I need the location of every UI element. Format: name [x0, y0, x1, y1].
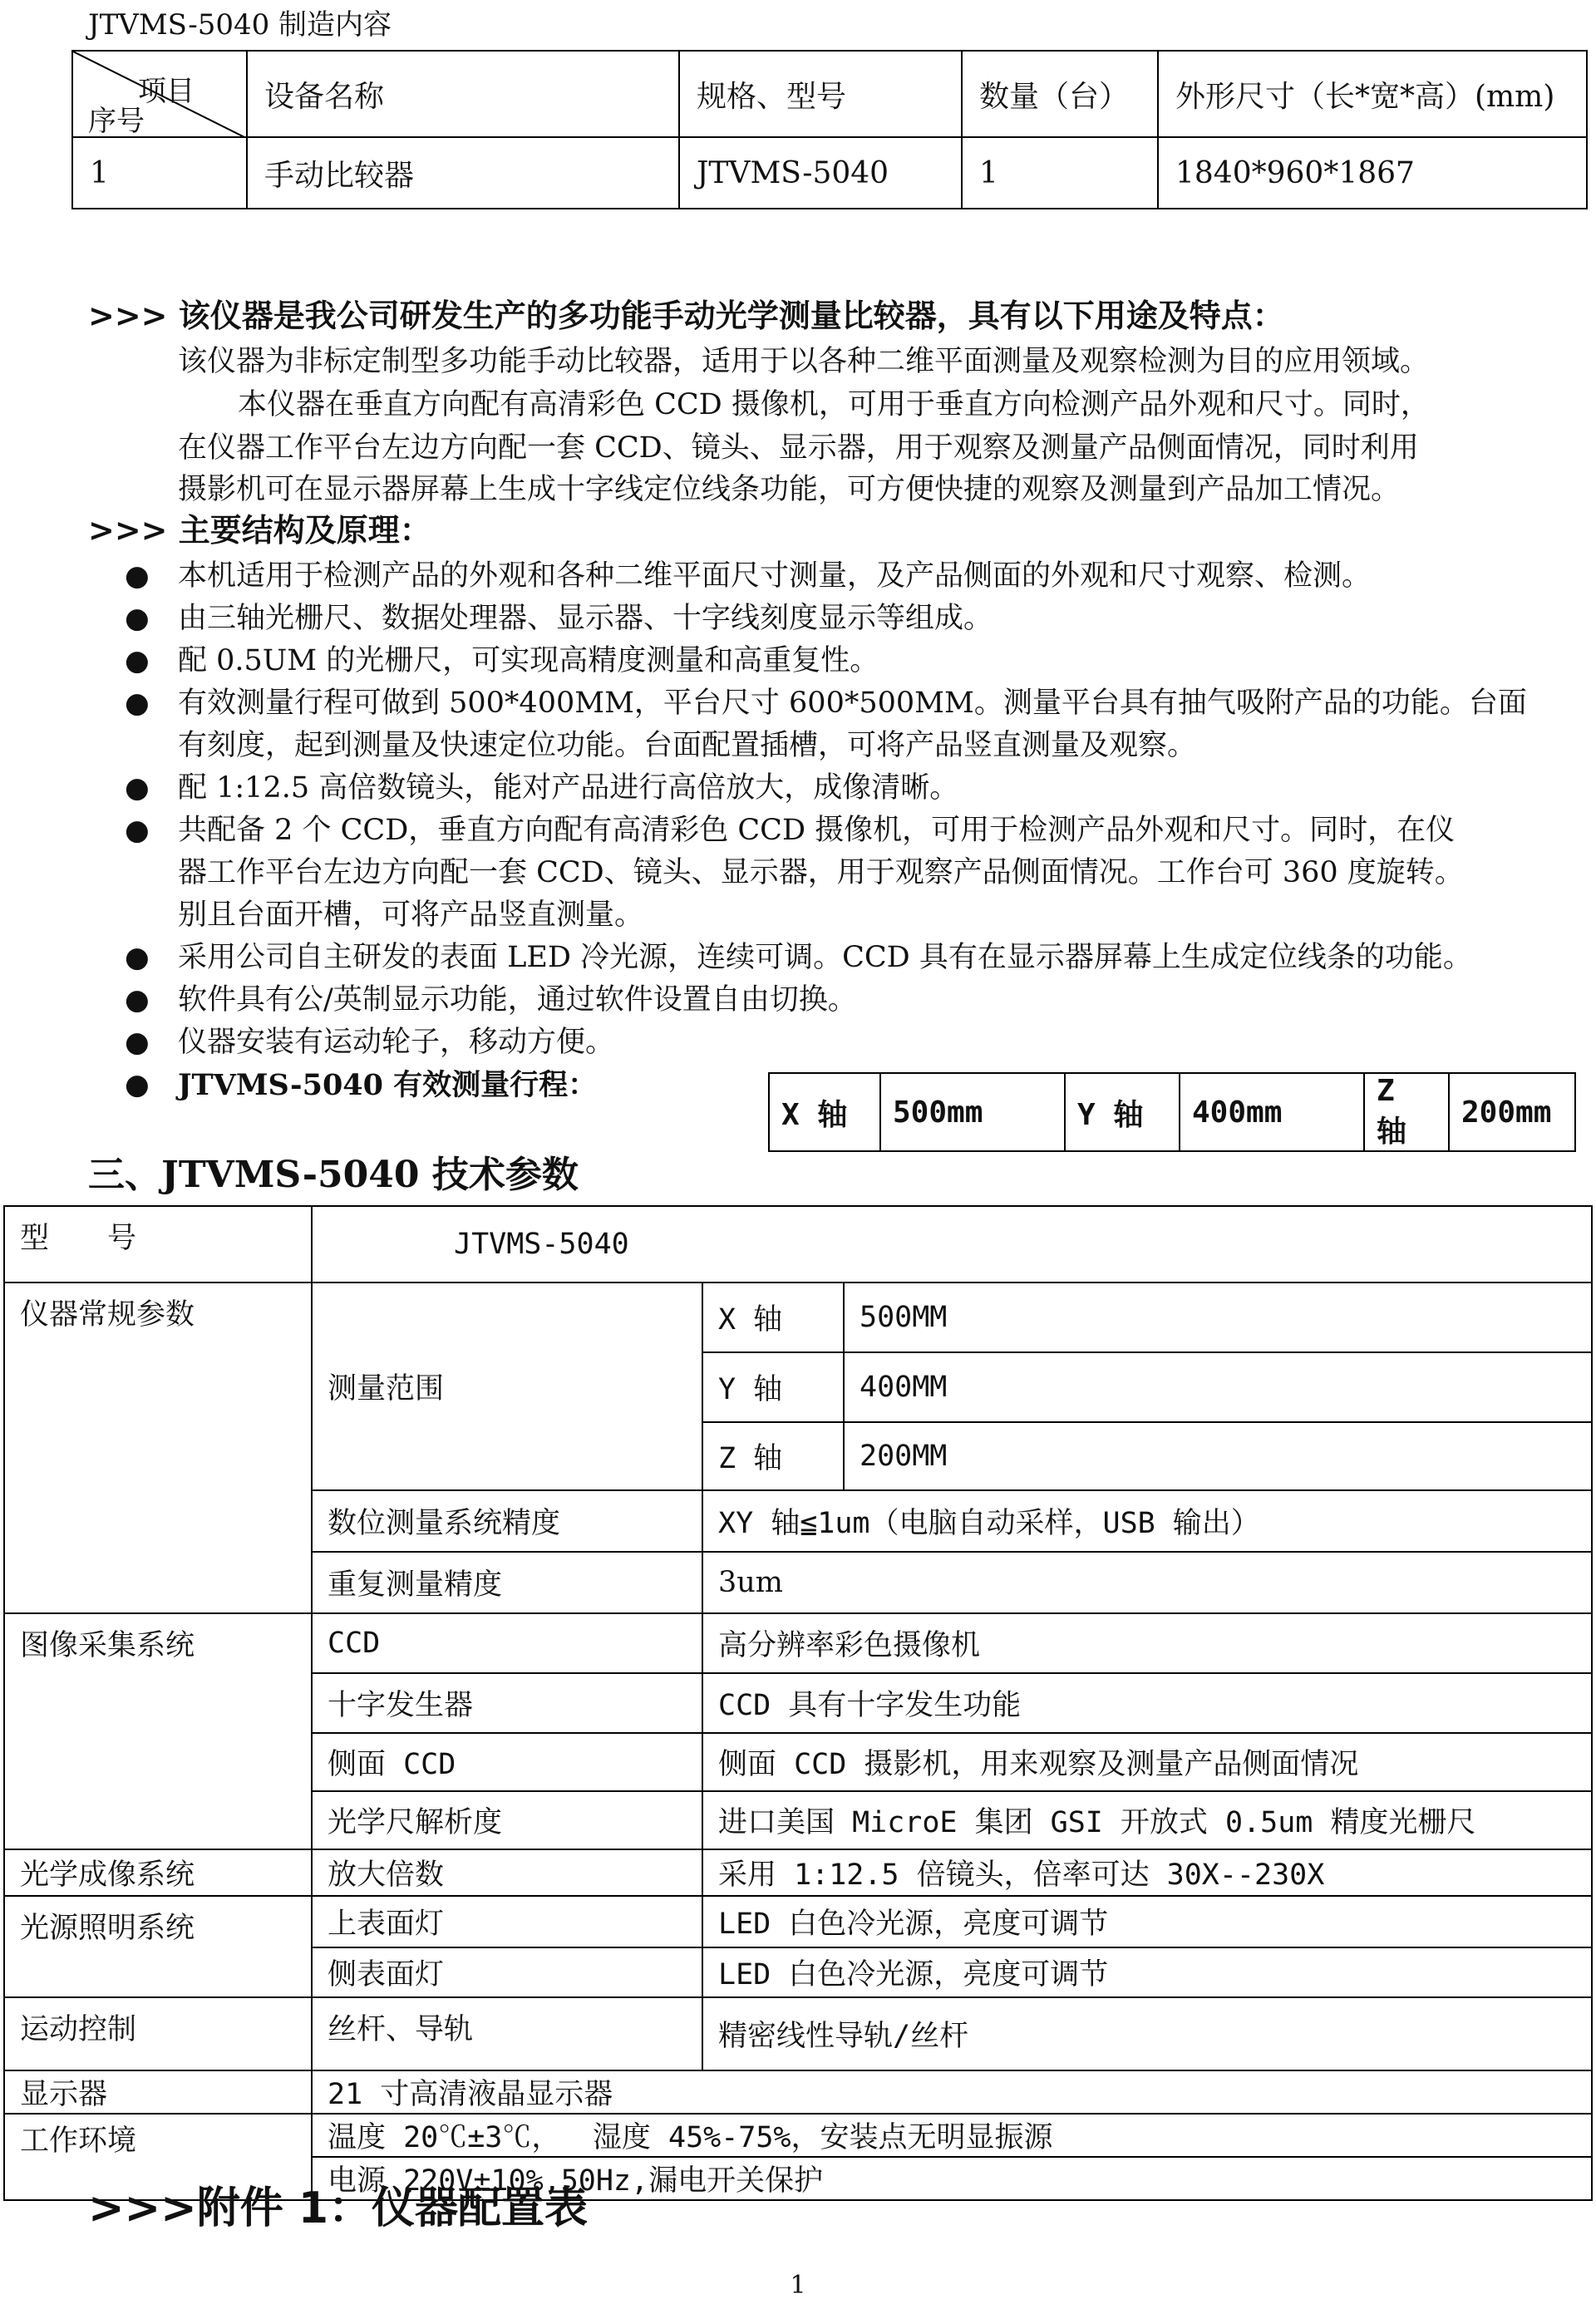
image-label-4: 光学尺解析度	[312, 1791, 702, 1849]
travel-z-value: 200mm	[1449, 1073, 1575, 1151]
list-item: ● 由三轴光栅尺、数据处理器、显示器、十字线刻度显示等组成。	[125, 598, 1579, 640]
light-label-2: 侧表面灯	[312, 1947, 702, 1997]
motion-value: 精密线性导轨/丝杆	[702, 1997, 1592, 2070]
header-model: 规格、型号	[679, 51, 962, 137]
page-number: 1	[790, 2271, 806, 2300]
list-item: ● 本机适用于检测产品的外观和各种二维平面尺寸测量，及产品侧面的外观和尺寸观察、检测。	[125, 555, 1579, 598]
accuracy-label: 数位测量系统精度	[312, 1490, 702, 1552]
header-dimensions: 外形尺寸（长*宽*高）(mm)	[1158, 51, 1587, 137]
light-value-2: LED 白色冷光源，亮度可调节	[702, 1947, 1592, 1997]
cell-dimensions: 1840*960*1867	[1158, 137, 1587, 209]
image-label-2: 十字发生器	[312, 1673, 702, 1733]
cat-image: 图像采集系统	[4, 1613, 312, 1849]
image-label-1: CCD	[312, 1613, 702, 1673]
cell-quantity: 1	[962, 137, 1158, 209]
range-label: 测量范围	[312, 1283, 702, 1490]
cat-light: 光源照明系统	[4, 1896, 312, 1997]
section3-heading: 三、JTVMS-5040 技术参数	[88, 1154, 579, 1196]
section1-line-2: 本仪器在垂直方向配有高清彩色 CCD 摄像机，可用于垂直方向检测产品外观和尺寸。同时，	[238, 388, 1430, 421]
env-value-1: 温度 20℃±3℃， 湿度 45%-75%，安装点无明显振源	[312, 2114, 1592, 2157]
product-table	[71, 50, 1588, 209]
cat-display: 显示器	[4, 2070, 312, 2114]
optics-label: 放大倍数	[312, 1849, 702, 1896]
repeat-label: 重复测量精度	[312, 1552, 702, 1613]
travel-table	[768, 1072, 1576, 1152]
cell-index: 1	[72, 137, 247, 209]
cell-device-name: 手动比较器	[247, 137, 679, 209]
section1-heading: >>> 该仪器是我公司研发生产的多功能手动光学测量比较器，具有以下用途及特点：	[88, 297, 1284, 334]
travel-z-label: Z 轴	[1364, 1073, 1449, 1151]
axis-x-label: X 轴	[702, 1283, 844, 1352]
cell-model: JTVMS-5040	[679, 137, 962, 209]
section1-line-3: 在仪器工作平台左边方向配一套 CCD、镜头、显示器，用于观察及测量产品侧面情况，同时利用	[178, 431, 1419, 465]
travel-x-label: X 轴	[769, 1073, 880, 1151]
axis-y-value: 400MM	[844, 1352, 1592, 1422]
list-item: ● 仪器安装有运动轮子，移动方便。	[125, 1022, 1579, 1064]
section1-line-1: 该仪器为非标定制型多功能手动比较器，适用于以各种二维平面测量及观察检测为目的应用领域。	[178, 345, 1430, 378]
cat-env: 工作环境	[4, 2114, 312, 2200]
accuracy-value: XY 轴≦1um（电脑自动采样，USB 输出）	[702, 1490, 1592, 1552]
image-label-3: 侧面 CCD	[312, 1733, 702, 1791]
list-item: ● JTVMS-5040 有效测量行程：	[125, 1064, 1579, 1107]
image-value-2: CCD 具有十字发生功能	[702, 1673, 1592, 1733]
image-value-1: 高分辨率彩色摄像机	[702, 1613, 1592, 1673]
section1-line-4: 摄影机可在显示器屏幕上生成十字线定位线条功能，可方便快捷的观察及测量到产品加工情况。	[178, 473, 1401, 506]
axis-x-value: 500MM	[844, 1283, 1592, 1352]
cat-general: 仪器常规参数	[4, 1283, 312, 1613]
optics-value: 采用 1:12.5 倍镜头，倍率可达 30X--230X	[702, 1849, 1592, 1896]
axis-y-label: Y 轴	[702, 1352, 844, 1422]
diag-label-index: 序号	[88, 105, 145, 138]
list-item: ● 配 0.5UM 的光栅尺，可实现高精度测量和高重复性。	[125, 640, 1579, 682]
travel-y-label: Y 轴	[1065, 1073, 1180, 1151]
doc-title: JTVMS-5040 制造内容	[88, 8, 392, 42]
header-quantity: 数量（台）	[962, 51, 1158, 137]
image-value-4: 进口美国 MicroE 集团 GSI 开放式 0.5um 精度光栅尺	[702, 1791, 1592, 1849]
feature-list	[125, 555, 1579, 1107]
list-item: ● 采用公司自主研发的表面 LED 冷光源，连续可调。CCD 具有在显示器屏幕上生成定位线条的功能。	[125, 937, 1579, 979]
list-item: ● 配 1:12.5 高倍数镜头，能对产品进行高倍放大，成像清晰。	[125, 767, 1579, 810]
spec-table	[3, 1205, 1593, 2201]
header-device-name: 设备名称	[247, 51, 679, 137]
image-value-3: 侧面 CCD 摄影机，用来观察及测量产品侧面情况	[702, 1733, 1592, 1791]
travel-x-value: 500mm	[880, 1073, 1065, 1151]
section2-heading: >>> 主要结构及原理：	[88, 511, 431, 549]
axis-z-label: Z 轴	[702, 1422, 844, 1490]
list-item: ● 共配备 2 个 CCD，垂直方向配有高清彩色 CCD 摄像机，可用于检测产品外观和尺寸。同时，在仪 器工作平台左边方向配一套 CCD、镜头、显示器，用于观察产品侧面情况。工作台可 360 度旋转。 别且台面开槽，可将产品竖直测量。	[125, 810, 1579, 937]
light-label-1: 上表面灯	[312, 1896, 702, 1947]
model-label: 型 号	[4, 1206, 312, 1283]
model-value: JTVMS-5040	[312, 1206, 1592, 1283]
motion-label: 丝杆、导轨	[312, 1997, 702, 2070]
list-item: ● 软件具有公/英制显示功能，通过软件设置自由切换。	[125, 979, 1579, 1022]
diagonal-header-cell	[72, 51, 247, 137]
env-value-2: 电源 220V±10%,50Hz,漏电开关保护	[312, 2157, 1592, 2200]
cat-motion: 运动控制	[4, 1997, 312, 2070]
diag-label-item: 项目	[138, 75, 195, 108]
travel-y-value: 400mm	[1180, 1073, 1364, 1151]
axis-z-value: 200MM	[844, 1422, 1592, 1490]
display-value: 21 寸高清液晶显示器	[312, 2070, 1592, 2114]
list-item: ● 有效测量行程可做到 500*400MM，平台尺寸 600*500MM。测量平台具有抽气吸附产品的功能。台面 有刻度，起到测量及快速定位功能。台面配置插槽，可将产品竖直测量及观察。	[125, 682, 1579, 767]
appendix-heading: >>>附件 1：仪器配置表	[88, 2183, 588, 2233]
repeat-value: 3um	[702, 1552, 1592, 1613]
light-value-1: LED 白色冷光源，亮度可调节	[702, 1896, 1592, 1947]
cat-optics: 光学成像系统	[4, 1849, 312, 1896]
